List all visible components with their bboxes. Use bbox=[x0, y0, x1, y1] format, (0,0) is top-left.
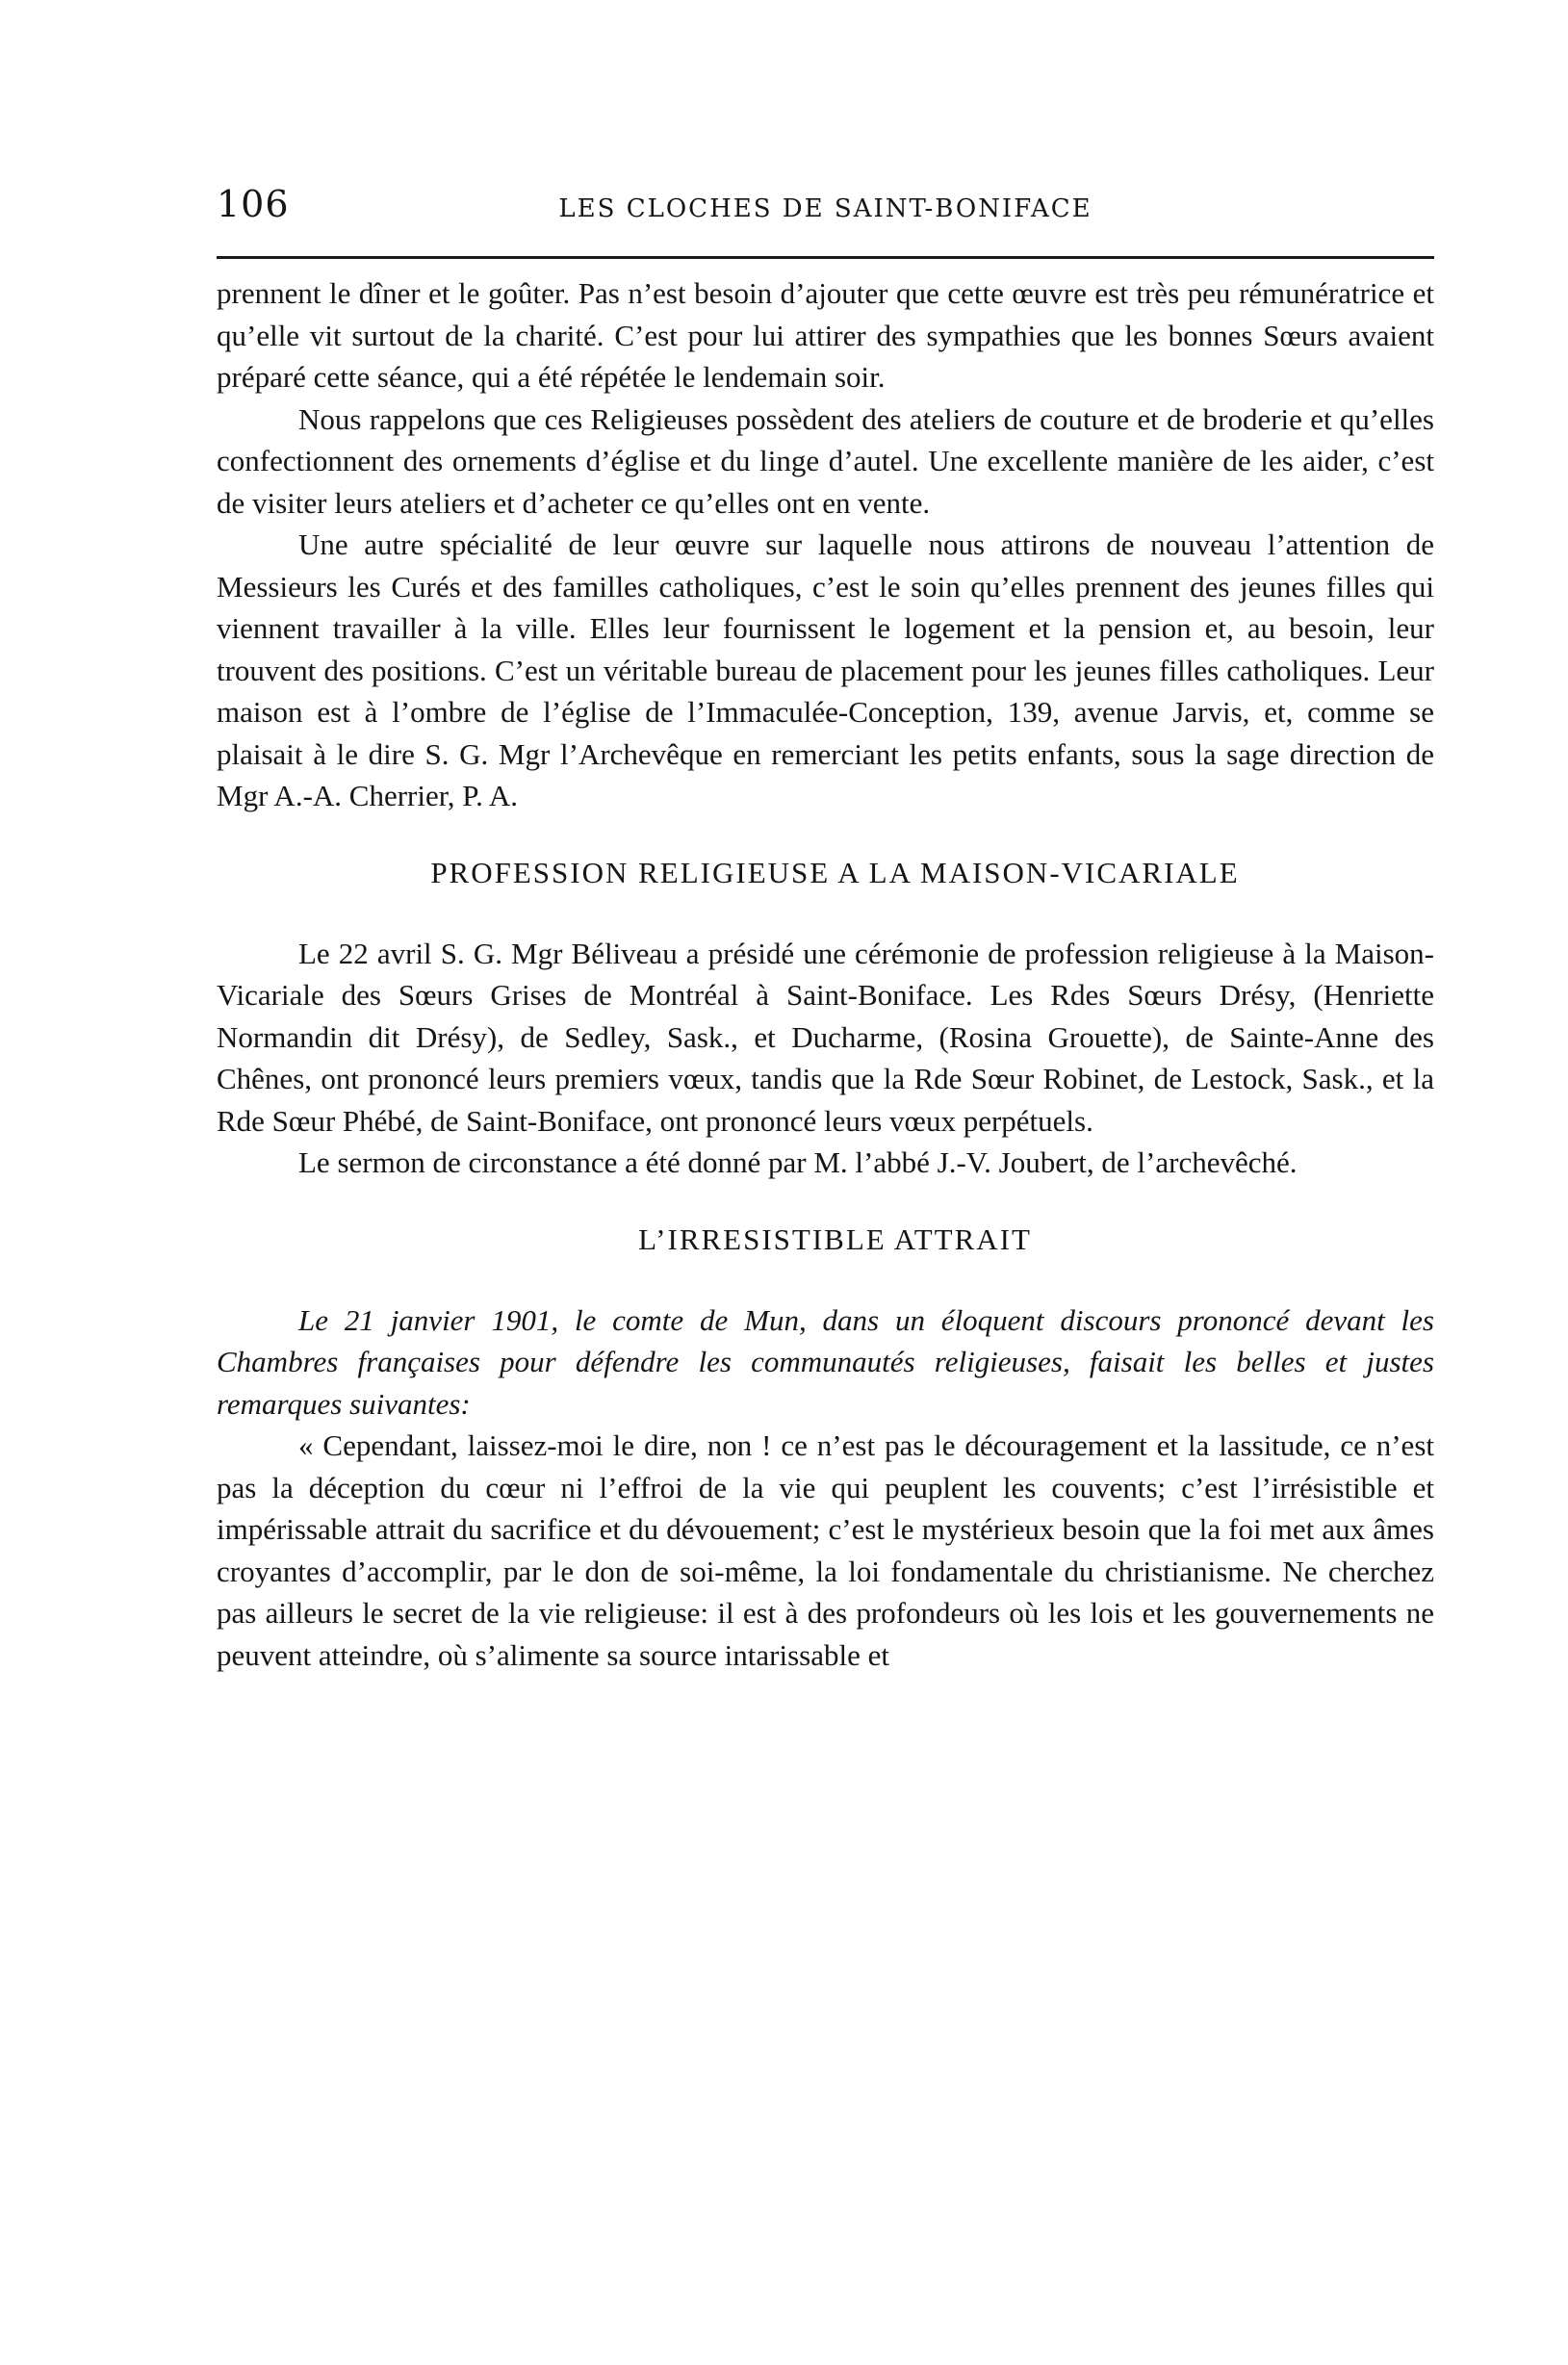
page-header bbox=[217, 183, 1434, 250]
section-heading-attrait: L’IRRESISTIBLE ATTRAIT bbox=[638, 1221, 1032, 1256]
paragraph-continuation: prennent le dîner et le goûter. Pas n’est besoin d’ajouter que cette œuvre est très peu rémunératrice et qu’elle vit surtout de la charité. C’est pour lui attirer des sympathies que les bonnes Sœurs avaient préparé cette séance, qui a été répétée le lendemain soir. bbox=[217, 276, 1434, 394]
document-page bbox=[217, 183, 1434, 1676]
page-number: 106 bbox=[217, 183, 290, 225]
running-title: LES CLOCHES DE SAINT-BONIFACE bbox=[558, 194, 1092, 223]
paragraph-quotation: « Cependant, laissez-moi le dire, non ! ce n’est pas le découragement et la lassitude, ce n’est pas la déception du cœur ni l’effroi de la vie qui peuplent les couvents; c’est l’irrésistible et impérissable attrait du sacrifice et du dévouement; c’est le mystérieux besoin que la foi met aux âmes croyantes d’accomplir, par le don de soi-même, la loi fondamentale du christianisme. Ne cherchez pas ailleurs le secret de la vie religieuse: il est à des profondeurs où les lois et les gouvernements ne peuvent atteindre, où s’alimente sa source intarissable et bbox=[217, 1428, 1434, 1672]
section-ouvroir bbox=[217, 272, 1434, 817]
paragraph-sermon: Le sermon de circonstance a été donné par M. l’abbé J.-V. Joubert, de l’archevêché. bbox=[298, 1145, 1298, 1179]
body-text bbox=[217, 272, 1434, 1676]
section-attrait bbox=[217, 1299, 1434, 1677]
italic-introduction: Le 21 janvier 1901, le comte de Mun, dans un éloquent discours prononcé devant les Chambres françaises pour défendre les communautés religieuses, faisait les belles et justes remarques suivantes: bbox=[217, 1302, 1434, 1421]
section-heading-profession: PROFESSION RELIGIEUSE A LA MAISON-VICARIALE bbox=[430, 855, 1240, 889]
section-profession bbox=[217, 933, 1434, 1184]
header-rule bbox=[217, 256, 1434, 259]
paragraph-ateliers: Nous rappelons que ces Religieuses possèdent des ateliers de couture et de broderie et qu’elles confectionnent des ornements d’église et du linge d’autel. Une excellente manière de les aider, c’est de visiter leurs ateliers et d’acheter ce qu’elles ont en vente. bbox=[217, 401, 1434, 520]
paragraph-ceremonie: Le 22 avril S. G. Mgr Béliveau a présidé une cérémonie de profession religieuse à la Maison-Vicariale des Sœurs Grises de Montréal à Saint-Boniface. Les Rdes Sœurs Drésy, (Henriette Normandin dit Drésy), de Sedley, Sask., et Ducharme, (Rosina Grouette), de Sainte-Anne des Chênes, ont prononcé leurs premiers vœux, tandis que la Rde Sœur Robinet, de Lestock, Sask., et la Rde Sœur Phébé, de Saint-Boniface, ont prononcé leurs vœux perpétuels. bbox=[217, 936, 1434, 1138]
paragraph-jeunes-filles: Une autre spécialité de leur œuvre sur laquelle nous attirons de nouveau l’attention de Messieurs les Curés et des familles catholiques, c’est le soin qu’elles prennent des jeunes filles qui viennent travailler à la ville. Elles leur fournissent le logement et la pension et, au besoin, leur trouvent des positions. C’est un véritable bureau de placement pour les jeunes filles catholiques. Leur maison est à l’ombre de l’église de l’Immaculée-Conception, 139, avenue Jarvis, et, comme se plaisait à le dire S. G. Mgr l’Archevêque en remerciant les petits enfants, sous la sage direction de Mgr A.-A. Cherrier, P. A. bbox=[217, 527, 1434, 812]
